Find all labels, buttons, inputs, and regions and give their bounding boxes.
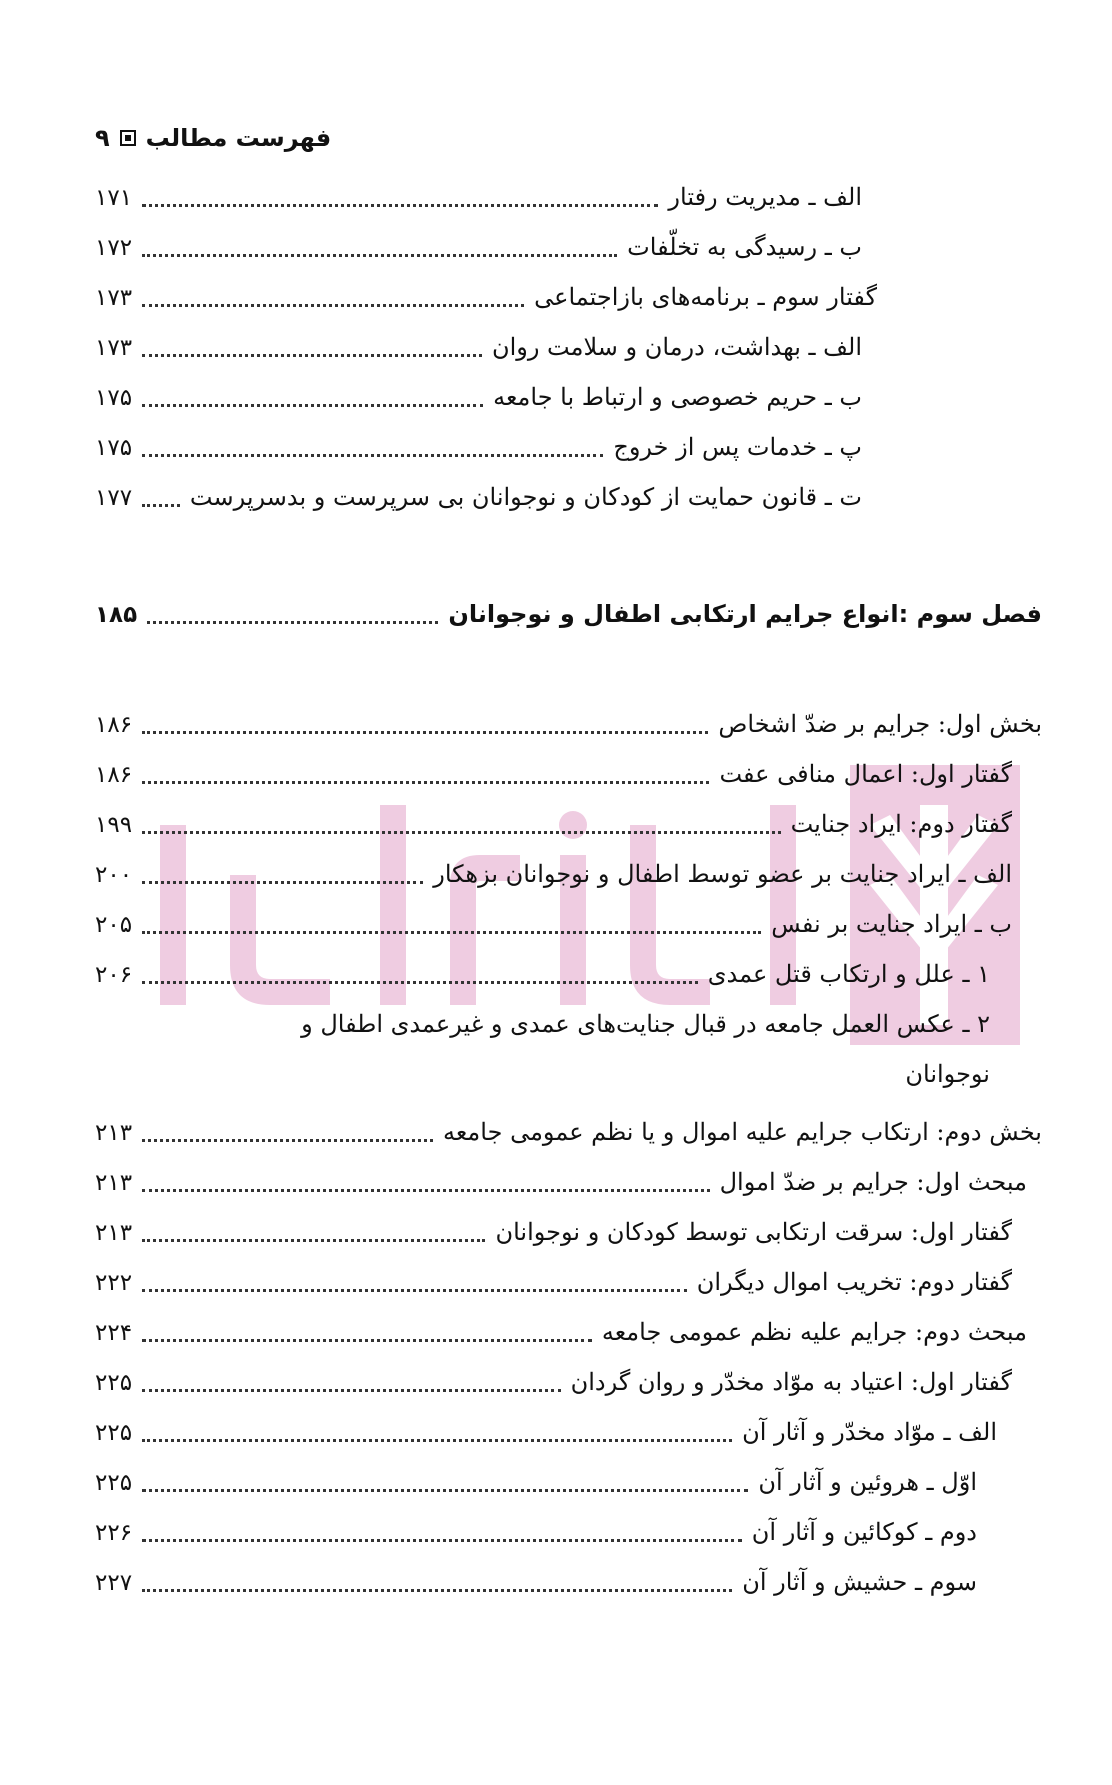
toc-entry-title: گفتار دوم: ایراد جنایت (790, 810, 1012, 838)
toc-entry-page: ۲۲۵ (95, 1420, 133, 1446)
dot-leader (142, 1289, 687, 1292)
toc-entry (95, 700, 1042, 748)
dot-leader (142, 1489, 748, 1492)
toc-entry-title: مبحث دوم: جرایم علیه نظم عمومی جامعه (601, 1318, 1027, 1346)
toc-entry (95, 900, 1012, 948)
toc-entry-title: الف ـ ایراد جنایت بر عضو توسط اطفال و نوجوانان بزهکار (433, 860, 1012, 888)
toc-entry-page: ۲۲۷ (95, 1570, 133, 1596)
toc-entry-page: ۱۷۳ (95, 285, 133, 311)
toc-entry (95, 1358, 1012, 1406)
toc-entry-page: ۱۷۵ (95, 385, 133, 411)
toc-entry (95, 373, 862, 421)
toc-entry (95, 173, 862, 221)
dot-leader (142, 1539, 742, 1542)
toc-entry-page: ۲۰۶ (95, 962, 133, 988)
dot-leader (142, 404, 483, 407)
dot-leader (142, 1589, 732, 1592)
dot-leader (142, 454, 603, 457)
toc-entry-title: ب ـ حریم خصوصی و ارتباط با جامعه (493, 383, 862, 411)
square-bullet-icon (120, 130, 136, 146)
toc-entry-page: ۱۷۳ (95, 335, 133, 361)
toc-entry-title: دوم ـ کوکائین و آثار آن (751, 1518, 977, 1546)
toc-entry-title: اوّل ـ هروئین و آثار آن (758, 1468, 977, 1496)
toc-entry (95, 1108, 1042, 1156)
dot-leader (142, 354, 482, 357)
toc-entry-page: ۲۲۲ (95, 1270, 133, 1296)
dot-leader (142, 1339, 592, 1342)
toc-entry-title: گفتار سوم ـ برنامه‌های بازاجتماعی (534, 283, 877, 311)
header-title: فهرست مطالب (145, 124, 332, 152)
toc-entry-title-cont: نوجوانان (905, 1060, 990, 1088)
toc-entry-page: ۲۲۶ (95, 1520, 133, 1546)
dot-leader (142, 504, 180, 507)
dot-leader (142, 254, 617, 257)
toc-entry (95, 1558, 977, 1606)
toc-entry (95, 473, 862, 521)
toc-entry-page: ۲۱۳ (95, 1220, 133, 1246)
toc-entry (95, 273, 877, 321)
toc-entry (95, 800, 1012, 848)
chapter-page: ۱۸۵ (95, 602, 138, 628)
toc-entry-page: ۱۷۱ (95, 185, 133, 211)
running-header (95, 118, 1017, 158)
toc-entry-page: ۱۹۹ (95, 812, 133, 838)
toc-entry (95, 950, 990, 998)
toc-entry-title: ب ـ ایراد جنایت بر نفس (771, 910, 1012, 938)
dot-leader (142, 1239, 485, 1242)
toc-entry (95, 750, 1012, 798)
toc-entry-title: ت ـ قانون حمایت از کودکان و نوجوانان بی سرپرست و بدسرپرست (189, 483, 862, 511)
chapter-title: فصل سوم :انواع جرایم ارتکابی اطفال و نوجوانان (448, 600, 1042, 628)
toc-entry-title: گفتار دوم: تخریب اموال دیگران (696, 1268, 1012, 1296)
toc-entry-title: بخش اول: جرایم بر ضدّ اشخاص (718, 710, 1042, 738)
header-page-number: ۹ (95, 124, 110, 152)
toc-entry-title: گفتار اول: اعمال منافی عفت (719, 760, 1012, 788)
toc-entry-page: ۲۰۰ (95, 862, 133, 888)
toc-entry-title: الف ـ موّاد مخدّر و آثار آن (742, 1418, 997, 1446)
dot-leader (142, 1389, 561, 1392)
toc-entry-page: ۲۲۴ (95, 1320, 133, 1346)
toc-entry-page: ۲۱۳ (95, 1120, 133, 1146)
dot-leader (142, 881, 423, 884)
toc-entry (95, 1308, 1027, 1356)
toc-entry-page: ۱۸۶ (95, 762, 133, 788)
dot-leader (142, 831, 781, 834)
toc-entry (95, 223, 862, 271)
toc-entry-title: الف ـ بهداشت، درمان و سلامت روان (491, 333, 862, 361)
toc-entry-title: سوم ـ حشیش و آثار آن (742, 1568, 977, 1596)
toc-entry-continuation (905, 1050, 990, 1098)
toc-entry (95, 1508, 977, 1556)
toc-entry (95, 323, 862, 371)
toc-entry-page: ۱۷۵ (95, 435, 133, 461)
toc-entry-page: ۲۰۵ (95, 912, 133, 938)
chapter-entry (95, 590, 1042, 638)
dot-leader (142, 731, 708, 734)
dot-leader (142, 931, 761, 934)
toc-entry (95, 423, 862, 471)
dot-leader (142, 204, 658, 207)
dot-leader (142, 1439, 732, 1442)
toc-entry-page: ۱۷۲ (95, 235, 133, 261)
toc-entry-title: مبحث اول: جرایم بر ضدّ اموال (719, 1168, 1027, 1196)
toc-entry-title: بخش دوم: ارتکاب جرایم علیه اموال و یا نظم عمومی جامعه (442, 1118, 1042, 1146)
toc-entry-title: ب ـ رسیدگی به تخلّفات (627, 233, 862, 261)
toc-entry-page: ۱۸۶ (95, 712, 133, 738)
dot-leader (142, 781, 709, 784)
toc-entry-multiline (301, 1000, 990, 1048)
dot-leader (147, 621, 438, 624)
toc-entry (95, 850, 1012, 898)
toc-entry (95, 1258, 1012, 1306)
toc-entry-title: پ ـ خدمات پس از خروج (613, 433, 862, 461)
toc-entry-page: ۲۲۵ (95, 1370, 133, 1396)
toc-entry (95, 1158, 1027, 1206)
dot-leader (142, 1139, 433, 1142)
toc-entry-title: گفتار اول: اعتیاد به موّاد مخدّر و روان گردان (570, 1368, 1012, 1396)
toc-entry (95, 1458, 977, 1506)
toc-entry-title: ۱ ـ علل و ارتکاب قتل عمدی (707, 960, 990, 988)
toc-entry (95, 1408, 997, 1456)
toc-entry-title: گفتار اول: سرقت ارتکابی توسط کودکان و نوجوانان (495, 1218, 1012, 1246)
dot-leader (142, 981, 698, 984)
toc-entry (95, 1208, 1012, 1256)
toc-entry-page: ۱۷۷ (95, 485, 133, 511)
dot-leader (142, 1189, 710, 1192)
toc-entry-title: ۲ ـ عکس العمل جامعه در قبال جنایت‌های عمدی و غیرعمدی اطفال و (301, 1010, 990, 1038)
toc-entry-title: الف ـ مدیریت رفتار (668, 183, 862, 211)
toc-entry-page: ۲۲۵ (95, 1470, 133, 1496)
toc-entry-page: ۲۱۳ (95, 1170, 133, 1196)
dot-leader (142, 304, 524, 307)
